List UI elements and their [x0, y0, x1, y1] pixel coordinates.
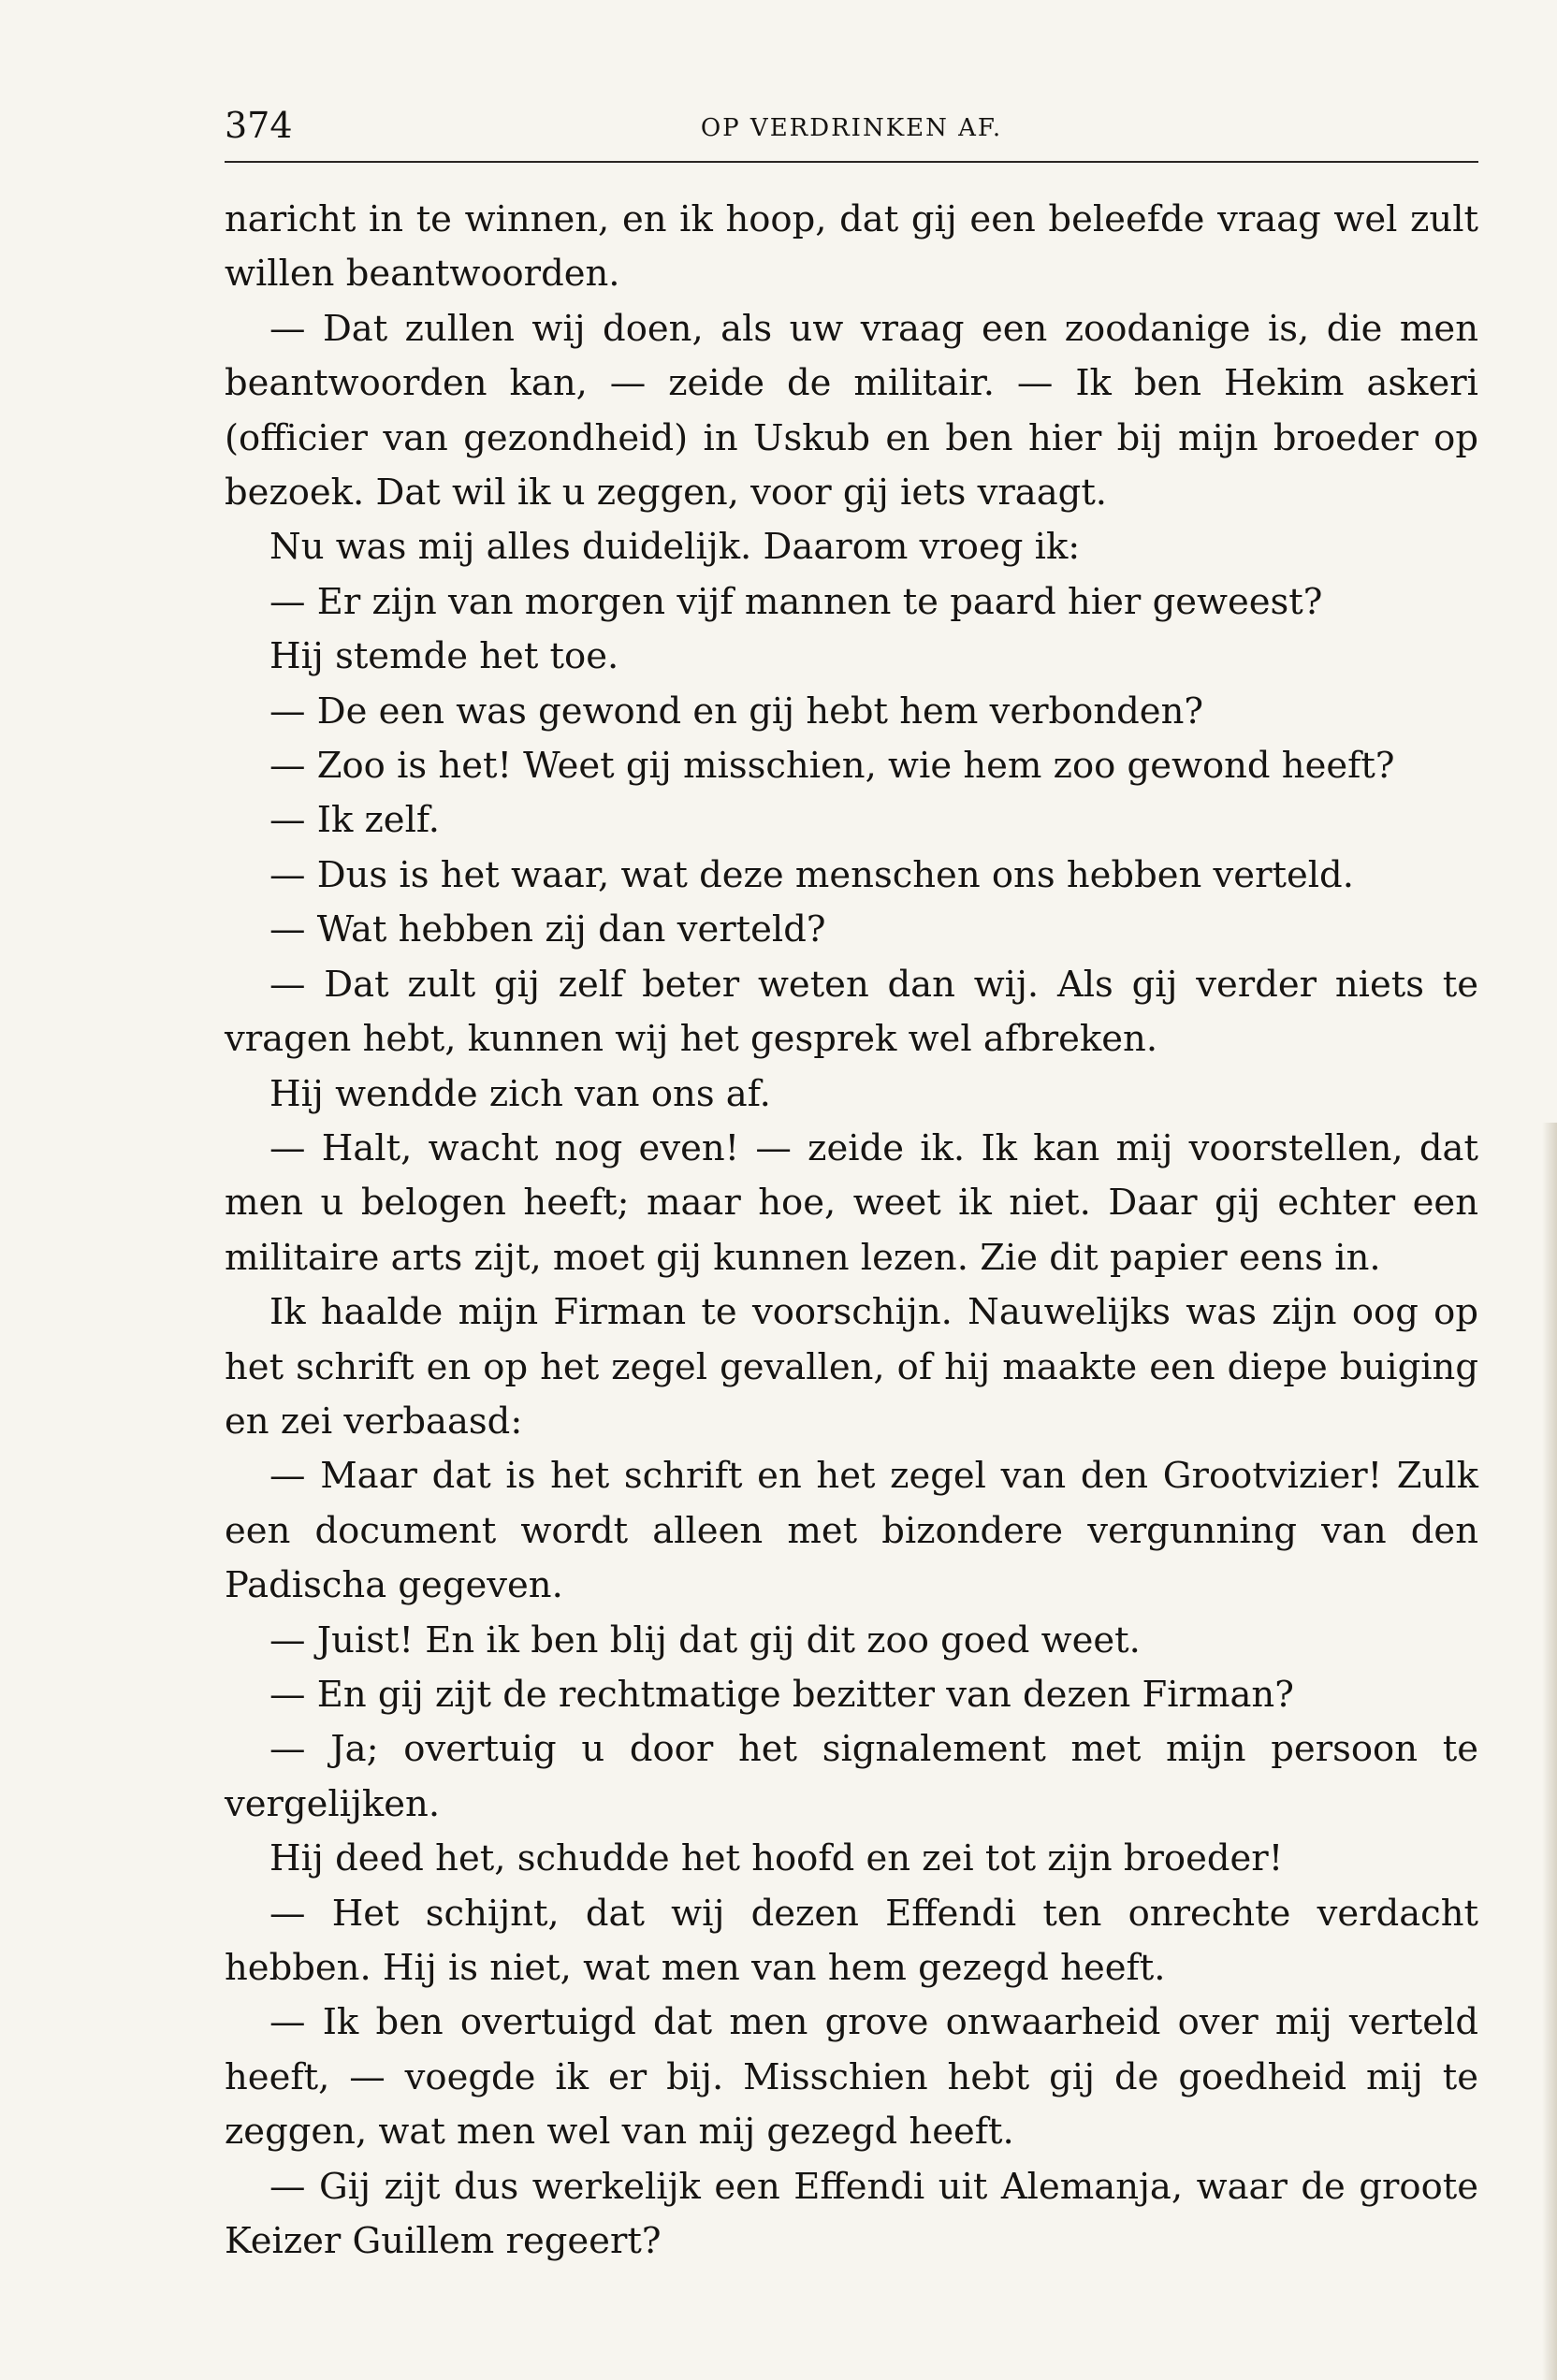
paragraph: — Ja; overtuig u door het signalement met mijn persoon te vergelijken. — [225, 1728, 1478, 1825]
running-title: OP VERDRINKEN AF. — [700, 114, 1003, 142]
page-number: 374 — [225, 105, 293, 146]
paragraph: Ik haalde mijn Firman te voorschijn. Nauwelijks was zijn oog op het schrift en op het zegel gevallen, of hij maakte een diepe buiging en zei verbaasd: — [225, 1291, 1478, 1443]
page-edge-shadow — [1542, 1123, 1557, 2380]
body-text — [225, 193, 1478, 2269]
paragraph: — De een was gewond en gij hebt hem verbonden? — [269, 689, 1204, 733]
paragraph: Hij stemde het toe. — [269, 635, 619, 678]
paragraph: — Dat zult gij zelf beter weten dan wij. Als gij verder niets te vragen hebt, kunnen wij het gesprek wel afbreken. — [225, 963, 1478, 1061]
paragraph: naricht in te winnen, en ik hoop, dat gij een beleefde vraag wel zult willen beantwoorden. — [225, 198, 1478, 296]
paragraph: — Gij zijt dus werkelijk een Effendi uit Alemanja, waar de groote Keizer Guillem regeert? — [225, 2165, 1478, 2263]
paragraph: — Er zijn van morgen vijf mannen te paard hier geweest? — [269, 580, 1323, 623]
paragraph: — En gij zijt de rechtmatige bezitter van dezen Firman? — [269, 1673, 1294, 1716]
paragraph: — Het schijnt, dat wij dezen Effendi ten onrechte verdacht hebben. Hij is niet, wat men van hem gezegd heeft. — [225, 1892, 1478, 1989]
paragraph: — Ik zelf. — [269, 799, 441, 842]
page-header — [225, 105, 1478, 152]
paragraph: — Maar dat is het schrift en het zegel van den Grootvizier! Zulk een document wordt alleen met bizondere vergunning van den Padischa gegeven. — [225, 1455, 1478, 1607]
paragraph: — Dat zullen wij doen, als uw vraag een zoodanige is, die men beantwoorden kan, — zeide de militair. — Ik ben Hekim askeri (officier van gezondheid) in Uskub en ben hier bij mijn broeder op bezoek. Dat wil ik u zeggen, voor gij iets vraagt. — [225, 307, 1478, 515]
paragraph: — Zoo is het! Weet gij misschien, wie hem zoo gewond heeft? — [269, 745, 1395, 788]
paragraph: — Halt, wacht nog even! — zeide ik. Ik kan mij voorstellen, dat men u belogen heeft; maar hoe, weet ik niet. Daar gij echter een militaire arts zijt, moet gij kunnen lezen. Zie dit papier eens in. — [225, 1126, 1478, 1279]
paragraph: — Ik ben overtuigd dat men grove onwaarheid over mij verteld heeft, — voegde ik er bij. Misschien hebt gij de goedheid mij te zeggen, wat men wel van mij gezegd heeft. — [225, 2001, 1478, 2154]
paragraph: Hij deed het, schudde het hoofd en zei tot zijn broeder! — [269, 1837, 1284, 1880]
paragraph: Nu was mij alles duidelijk. Daarom vroeg ik: — [269, 526, 1081, 569]
header-rule — [225, 161, 1478, 163]
paragraph: Hij wendde zich van ons af. — [269, 1072, 771, 1115]
paragraph: — Wat hebben zij dan verteld? — [269, 908, 826, 951]
paragraph: — Juist! En ik ben blij dat gij dit zoo goed weet. — [269, 1618, 1141, 1662]
paragraph: — Dus is het waar, wat deze menschen ons hebben verteld. — [269, 853, 1354, 896]
